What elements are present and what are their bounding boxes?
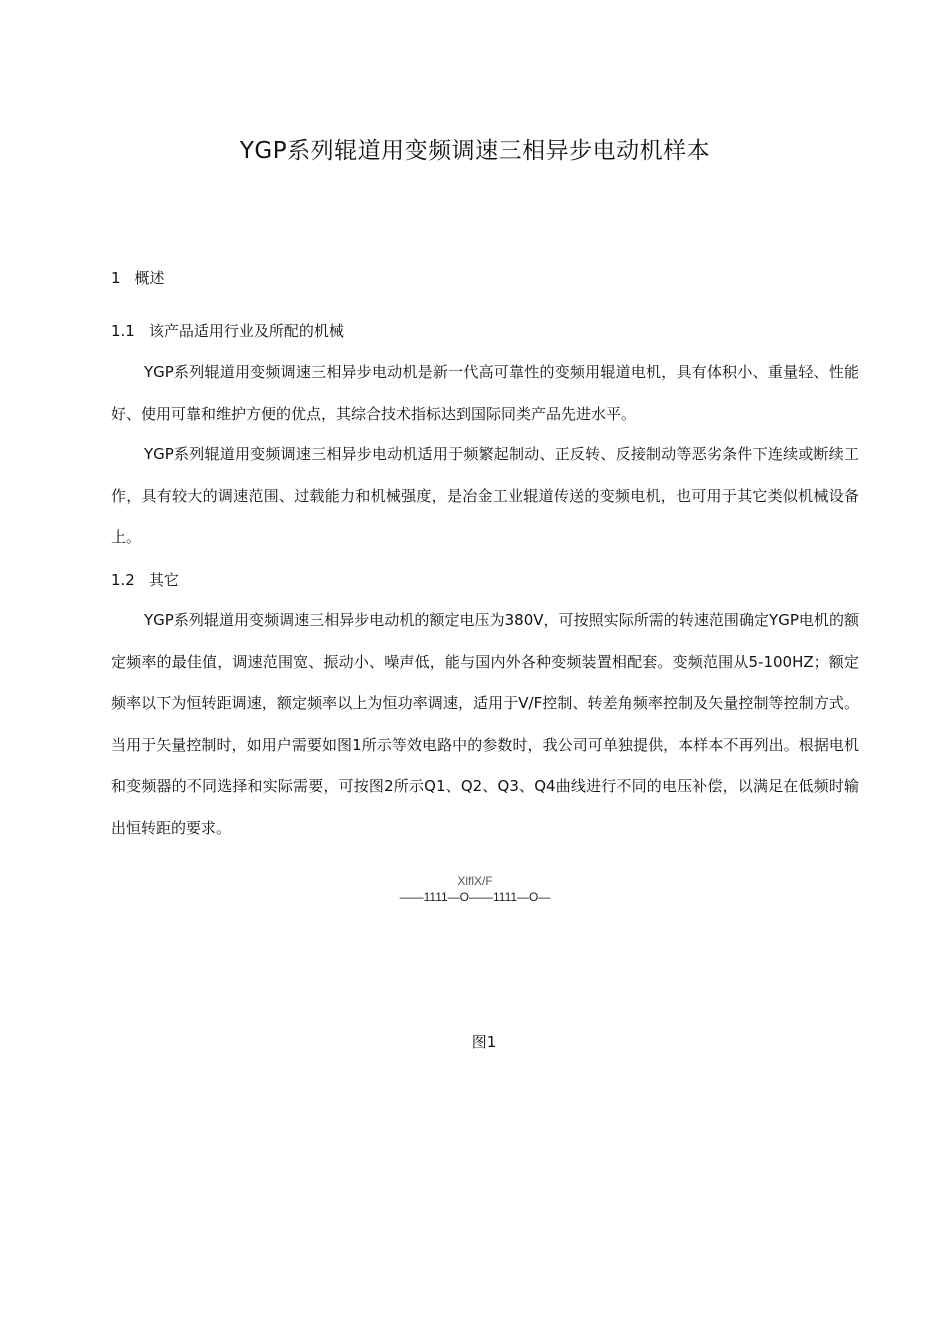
section-1-1-heading (111, 320, 344, 342)
paragraph-overview-2: YGP系列辊道用变频调速三相异步电动机适用于频繁起制动、正反转、反接制动等恶劣条件下连续或断续工作，具有较大的调速范围、过载能力和机械强度，是冶金工业辊道传送的变频电机，也可用于其它类似机械设备上。 (111, 445, 859, 546)
section-1-1-label: 该产品适用行业及所配的机械 (148, 322, 344, 340)
section-1-2-number: 1.2 (111, 571, 135, 589)
paragraph-overview-1: YGP系列辊道用变频调速三相异步电动机是新一代高可靠性的变频用辊道电机，具有体积小、重量轻、性能好、使用可靠和维护方便的优点，其综合技术指标达到国际同类产品先进水平。 (111, 363, 859, 423)
section-1-number: 1 (111, 269, 121, 287)
section-1-1-number: 1.1 (111, 322, 135, 340)
section-1-2-heading (111, 569, 179, 591)
section-1-heading (111, 267, 165, 289)
document-title: YGP系列辊道用变频调速三相异步电动机样本 (239, 138, 711, 164)
paragraph-other: YGP系列辊道用变频调速三相异步电动机的额定电压为380V，可按照实际所需的转速范围确定YGP电机的额定频率的最佳值，调速范围宽、振动小、噪声低，能与国内外各种变频装置相配套。变频范围从5-100HZ；额定频率以下为恒转距调速，额定频率以上为恒功率调速，适用于V/F控制、转差角频率控制及矢量控制等控制方式。当用于矢量控制时，如用户需要如图1所示等效电路中的参数时，我公司可单独提供，本样本不再列出。根据电机和变频器的不同选择和实际需要，可按图2所示Q1、Q2、Q3、Q4曲线进行不同的电压补偿，以满足在低频时输出恒转距的要求。 (111, 611, 859, 837)
section-1-label: 概述 (134, 269, 165, 287)
figure-1-caption: 图1 (471, 1033, 497, 1051)
figure-1-circuit-line: ——1111—O——1111—O— (399, 890, 551, 904)
figure-1-label-text: XlflX/F (457, 874, 493, 888)
section-1-2-label: 其它 (148, 571, 179, 589)
